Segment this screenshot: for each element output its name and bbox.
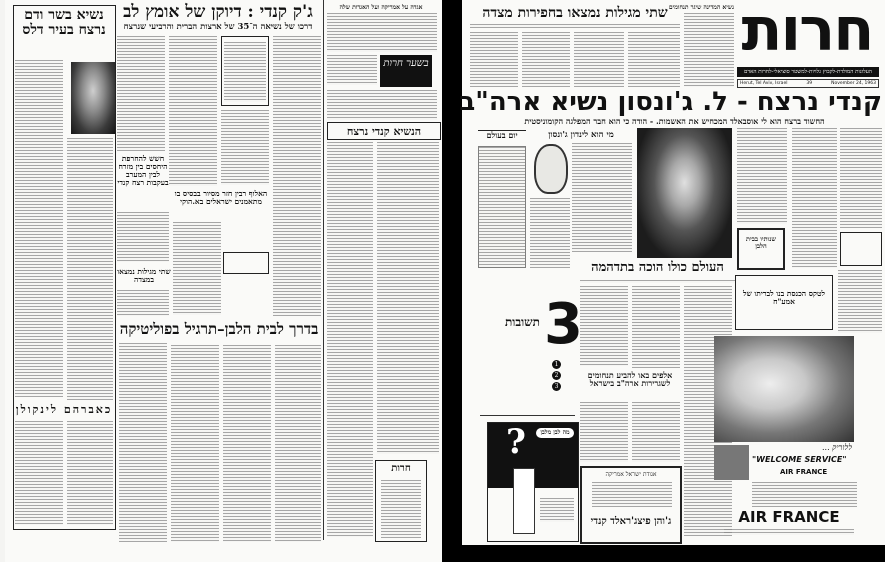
article-text <box>580 402 628 462</box>
article-text <box>684 13 734 87</box>
headline-rabin: האלוף רבין חזר מסיור בבסיס בו מתאמנים ישראלים בא.הוקי <box>174 189 268 206</box>
article-text <box>580 280 735 283</box>
article-text <box>117 36 165 151</box>
article-text <box>574 32 624 87</box>
inset-box <box>223 252 269 274</box>
article-text <box>273 36 321 316</box>
subhead-text <box>470 24 680 28</box>
article-text <box>173 222 221 315</box>
inset-box <box>840 232 882 266</box>
article-text <box>522 32 570 87</box>
ad-three-title: תשובות <box>504 315 540 329</box>
af-script: ללוריק ... <box>821 443 852 452</box>
article-text <box>580 286 628 366</box>
headline-president-killed: הנשיא קנדי נרצח <box>346 125 422 138</box>
article-text <box>169 36 217 186</box>
article-text <box>632 286 680 368</box>
headline-white-house: בדרך לבית הלבן–תרגיל בפוליטיקה <box>119 320 319 338</box>
johnson-sketch <box>534 144 568 194</box>
main-subhead: החשוד ברצח הוא לי אוסבאלד המכחיש את האשמות. - הודה כי הוא חבר המפלגה הקומוניסטית <box>524 116 825 126</box>
ad-three-answers <box>482 292 583 390</box>
article-text <box>223 345 271 542</box>
article-text <box>470 32 518 87</box>
kennedy-portrait-photo <box>637 128 732 258</box>
ad-answer-1: 1 <box>552 360 561 369</box>
af-brand: AIR FRANCE <box>738 508 840 526</box>
page-gutter <box>442 0 462 562</box>
ad-paste-title: מה לבן מלבן <box>536 428 574 438</box>
herut-gate-logo: בשער חרות <box>380 55 432 87</box>
article-text <box>840 128 882 228</box>
mourning-text <box>592 482 672 507</box>
article-text <box>171 345 219 542</box>
subhead-portrait: דרכו של נשיאה ה־35 של ארצות הברית והרביעי שנרצח <box>123 22 313 32</box>
masthead: חרות <box>741 0 873 65</box>
article-text <box>275 345 321 542</box>
ad-three-number: 3 <box>544 292 583 357</box>
mourning-name: ג'והן פיצג'ראלד קנדי <box>590 516 672 527</box>
imprint-title: חרות <box>391 463 411 474</box>
mourning-header: אגודת ישראל אמריקה <box>605 471 657 478</box>
ad-text <box>752 482 857 507</box>
divider <box>323 0 324 540</box>
headline-scrolls-left: שתי מגילות נמצאו במצדה <box>117 267 171 284</box>
article-text <box>327 13 437 52</box>
ad-toothpaste <box>487 422 579 542</box>
years-in-white-house: שנותיו בבית הלבן <box>746 235 776 250</box>
headline-east-west: חשש להחרפת היחסים בין מזרח לבין המערב בעקבות רצח קנדי <box>117 154 169 187</box>
article-text <box>632 402 680 462</box>
who-is-johnson: מי הוא לינדון ג'ונסון <box>548 130 614 140</box>
article-text <box>327 90 437 120</box>
world-shocked: העולם כולו הוכה בתדהמה <box>591 260 724 275</box>
ad-paste-mark: ? <box>506 422 526 462</box>
air-france-crew-photo <box>714 445 749 480</box>
article-text <box>221 110 269 185</box>
right-page <box>459 0 885 545</box>
thousands-condolences: אלפים באו להביע תנחומים לשגרירות ארה"ב בישראל <box>587 370 673 389</box>
article-text <box>15 421 63 525</box>
headline-scrolls: שתי מגילות נמצאו בחפירות מצדה <box>482 5 668 21</box>
article-text <box>119 343 167 542</box>
article-text <box>224 42 266 102</box>
article-text <box>377 142 439 454</box>
article-text <box>117 212 169 262</box>
air-france-woman-photo <box>714 336 854 442</box>
ad-answer-3: 3 <box>552 382 561 391</box>
masthead-slogan: העלונות המולדת-לקבוץ גלויות-למשטר סוציאלי-לחרות האדם <box>737 67 879 77</box>
article-text <box>628 32 680 87</box>
jacqueline-kennedy-photo <box>71 62 115 134</box>
ad-text <box>724 529 854 535</box>
issue-number: 39 <box>806 81 813 86</box>
president-condolence: נשיא המדינה שיגר תנחומים <box>668 4 734 11</box>
toothpaste-tube-icon <box>513 468 535 534</box>
article-text <box>572 143 632 252</box>
scan-border <box>462 545 885 562</box>
article-text <box>838 270 882 333</box>
divider <box>480 415 575 416</box>
dateline-date: November 24, 1963 <box>831 81 876 86</box>
article-text <box>67 421 113 525</box>
article-text <box>67 138 113 400</box>
dateline-place: Herut, Tel Aviv, Israel <box>740 81 788 86</box>
ceremony-text: לטקס הכנסת בנו לבריתו של אמע"ח <box>742 289 826 306</box>
ad-text <box>540 498 574 522</box>
main-headline: קנדי נרצח - ל. ג'ונסון נשיא ארה"ב <box>459 87 882 117</box>
af-brand-small: AIR FRANCE <box>780 468 828 476</box>
article-text <box>737 128 787 224</box>
af-welcome: "WELCOME SERVICE" <box>752 455 847 464</box>
headline-lincoln: כאברהם לינקולן <box>15 403 113 416</box>
article-text <box>15 60 63 397</box>
imprint-text <box>381 480 421 538</box>
headline-dallas: נשיא בשר ודם נרצח בעיר דלס <box>22 7 106 38</box>
article-text <box>530 198 570 268</box>
article-text <box>327 55 377 85</box>
article-text <box>117 290 169 316</box>
left-page <box>5 0 442 562</box>
article-text <box>327 142 373 537</box>
headline-portrait: ג'ק קנדי : דיוקן של אומץ לב <box>123 2 313 22</box>
article-text <box>478 146 526 268</box>
ad-answer-2: 2 <box>552 371 561 380</box>
column-title: אגדה על אמריקה ועל האגדות שלה <box>339 4 423 11</box>
article-text <box>792 128 837 268</box>
day-in-world: יום בעולם <box>478 130 526 139</box>
